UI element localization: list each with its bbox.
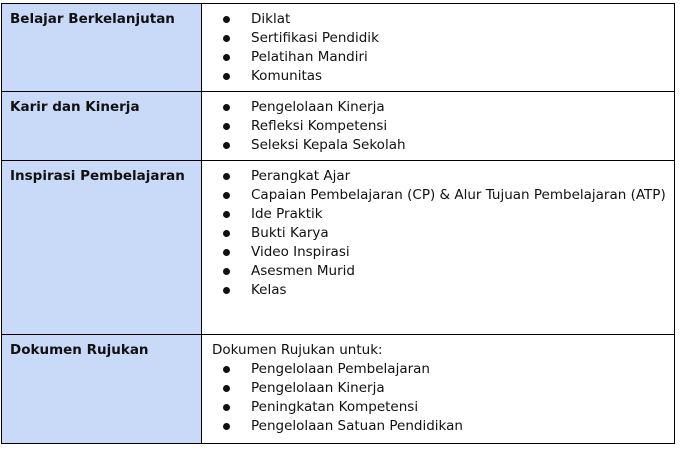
bullet-list [222,10,666,86]
row-heading: Karir dan Kinerja [2,92,202,161]
list-item: Video Inspirasi [222,243,666,262]
bullet-list [222,167,666,300]
bullet-list [222,360,666,436]
row-content [202,335,675,444]
list-item: Peningkatan Kompetensi [222,398,666,417]
row-content [202,4,675,92]
row-heading: Belajar Berkelanjutan [2,4,202,92]
list-item: Bukti Karya [222,224,666,243]
table-row [2,92,675,161]
list-item: Pengelolaan Satuan Pendidikan [222,417,666,436]
list-item: Pengelolaan Pembelajaran [222,360,666,379]
list-item: Komunitas [222,67,666,86]
row-heading: Dokumen Rujukan [2,335,202,444]
list-item: Seleksi Kepala Sekolah [222,136,666,155]
list-item: Kelas [222,281,666,300]
row-intro-text: Dokumen Rujukan untuk: [212,342,383,358]
feature-table [1,3,675,444]
row-content [202,92,675,161]
list-item: Ide Praktik [222,205,666,224]
list-item: Pengelolaan Kinerja [222,98,666,117]
list-item: Diklat [222,10,666,29]
list-item: Pelatihan Mandiri [222,48,666,67]
row-heading: Inspirasi Pembelajaran [2,161,202,335]
list-item: Pengelolaan Kinerja [222,379,666,398]
table-row [2,335,675,444]
row-content [202,161,675,335]
table-row [2,4,675,92]
list-item: Perangkat Ajar [222,167,666,186]
list-item: Sertifikasi Pendidik [222,29,666,48]
bullet-list [222,98,666,155]
list-item: Capaian Pembelajaran (CP) & Alur Tujuan Pembelajaran (ATP) [222,186,666,205]
list-item: Refleksi Kompetensi [222,117,666,136]
table-row [2,161,675,335]
list-item: Asesmen Murid [222,262,666,281]
